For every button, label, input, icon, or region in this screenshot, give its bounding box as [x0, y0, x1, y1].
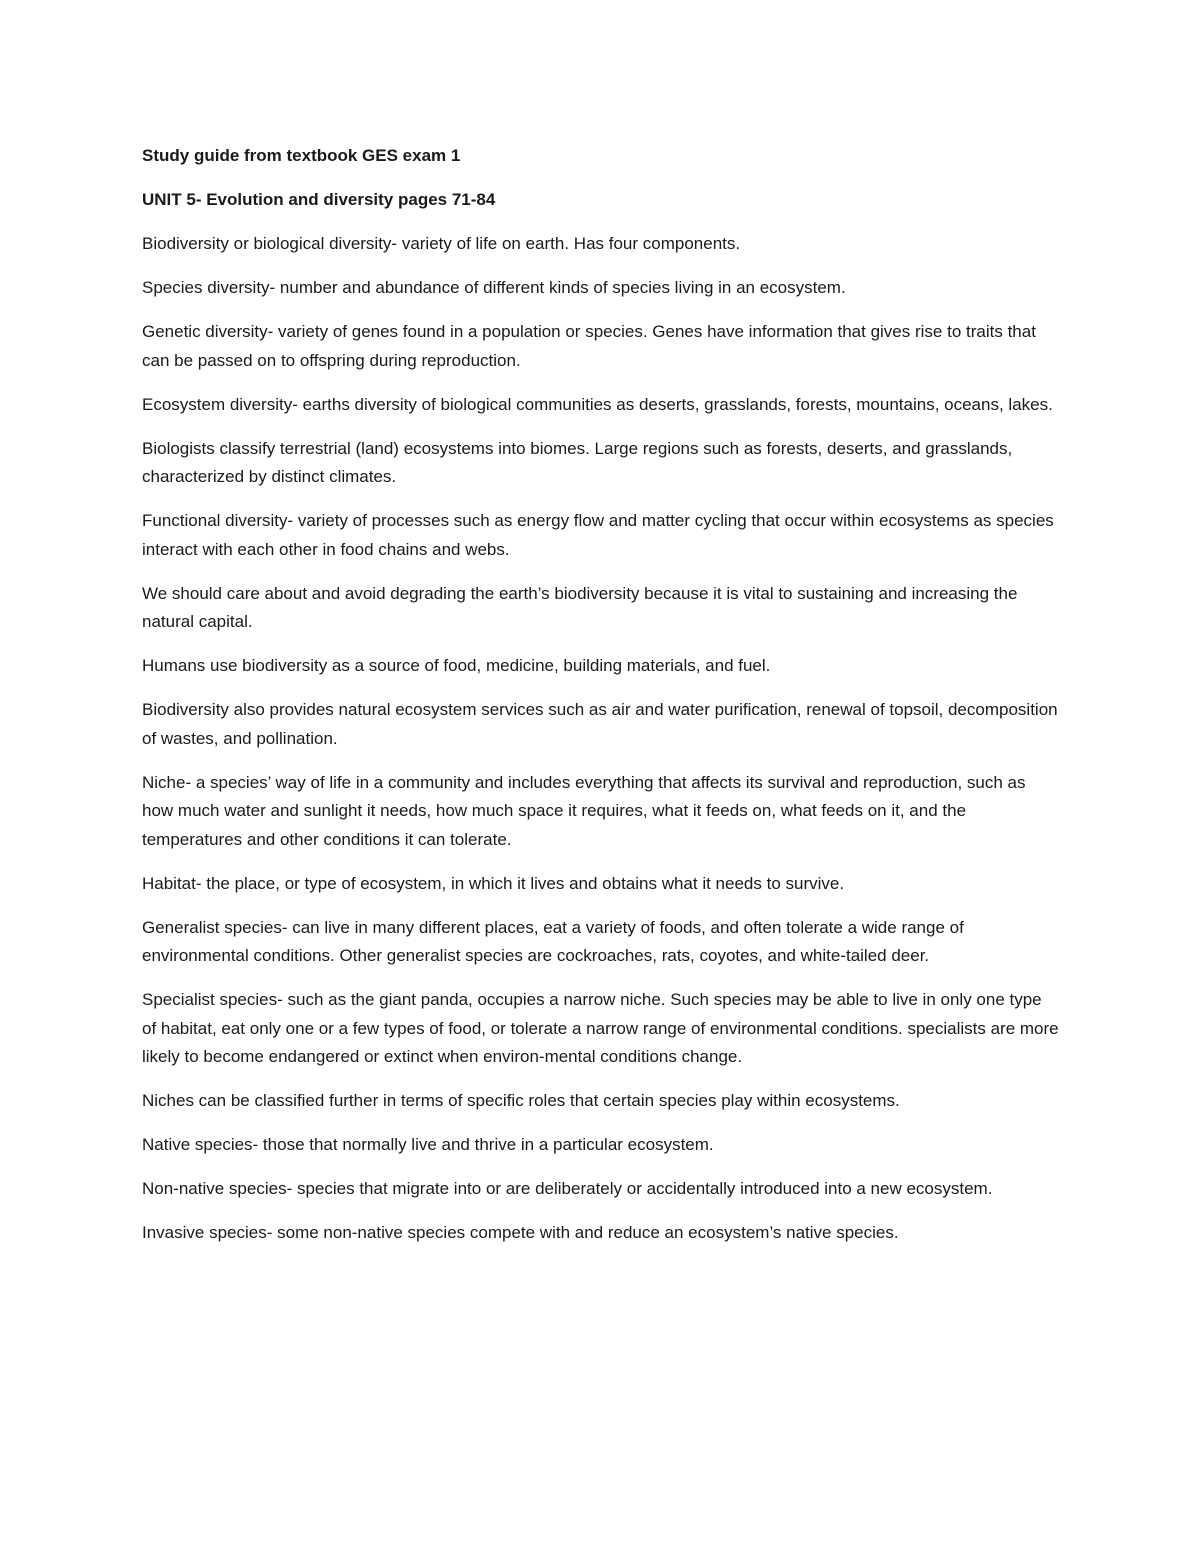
document-body [142, 142, 1060, 1263]
paragraph-invasive-species: Invasive species- some non-native species compete with and reduce an ecosystem’s native species. [142, 1223, 899, 1242]
paragraph-biodiversity: Biodiversity or biological diversity- variety of life on earth. Has four components. [142, 234, 741, 253]
document-title: Study guide from textbook GES exam 1 [142, 146, 461, 165]
paragraph-non-native-species: Non-native species- species that migrate into or are deliberately or accidentally introduced into a new ecosystem. [142, 1179, 993, 1198]
paragraph-biomes: Biologists classify terrestrial (land) ecosystems into biomes. Large regions such as forests, deserts, and grasslands, characterized by distinct climates. [142, 438, 1013, 486]
paragraph-functional-diversity: Functional diversity- variety of processes such as energy flow and matter cycling that occur within ecosystems as species interact with each other in food chains and webs. [142, 511, 1054, 559]
paragraph-generalist-species: Generalist species- can live in many different places, eat a variety of foods, and often tolerate a wide range of environmental conditions. Other generalist species are cockroaches, rats, coyotes, and white-tailed deer. [142, 917, 964, 965]
paragraph-species-diversity: Species diversity- number and abundance of different kinds of species living in an ecosystem. [142, 278, 846, 297]
unit-heading: UNIT 5- Evolution and diversity pages 71-84 [142, 190, 496, 209]
paragraph-why-care: We should care about and avoid degrading the earth’s biodiversity because it is vital to sustaining and increasing the natural capital. [142, 583, 1018, 631]
paragraph-ecosystem-diversity: Ecosystem diversity- earths diversity of biological communities as deserts, grasslands, forests, mountains, oceans, lakes. [142, 394, 1053, 414]
paragraph-niche: Niche- a species’ way of life in a community and includes everything that affects its survival and reproduction, such as how much water and sunlight it needs, how much space it requires, what it feeds on, what feeds on it, and the temperatures and other conditions it can tolerate. [142, 772, 1026, 849]
paragraph-niche-roles: Niches can be classified further in terms of specific roles that certain species play within ecosystems. [142, 1091, 900, 1110]
paragraph-habitat: Habitat- the place, or type of ecosystem, in which it lives and obtains what it needs to survive. [142, 873, 845, 893]
paragraph-genetic-diversity: Genetic diversity- variety of genes found in a population or species. Genes have information that gives rise to traits that can be passed on to offspring during reproduction. [142, 322, 1036, 370]
paragraph-ecosystem-services: Biodiversity also provides natural ecosystem services such as air and water purification, renewal of topsoil, decomposition of wastes, and pollination. [142, 700, 1058, 748]
paragraph-human-use: Humans use biodiversity as a source of food, medicine, building materials, and fuel. [142, 656, 771, 675]
paragraph-native-species: Native species- those that normally live and thrive in a particular ecosystem. [142, 1135, 714, 1154]
paragraph-specialist-species: Specialist species- such as the giant panda, occupies a narrow niche. Such species may be able to live in only one type of habitat, eat only one or a few types of food, or tolerate a narrow range of environmental conditions. specialists are more likely to become endangered or extinct when environ-mental conditions change. [142, 990, 1059, 1066]
